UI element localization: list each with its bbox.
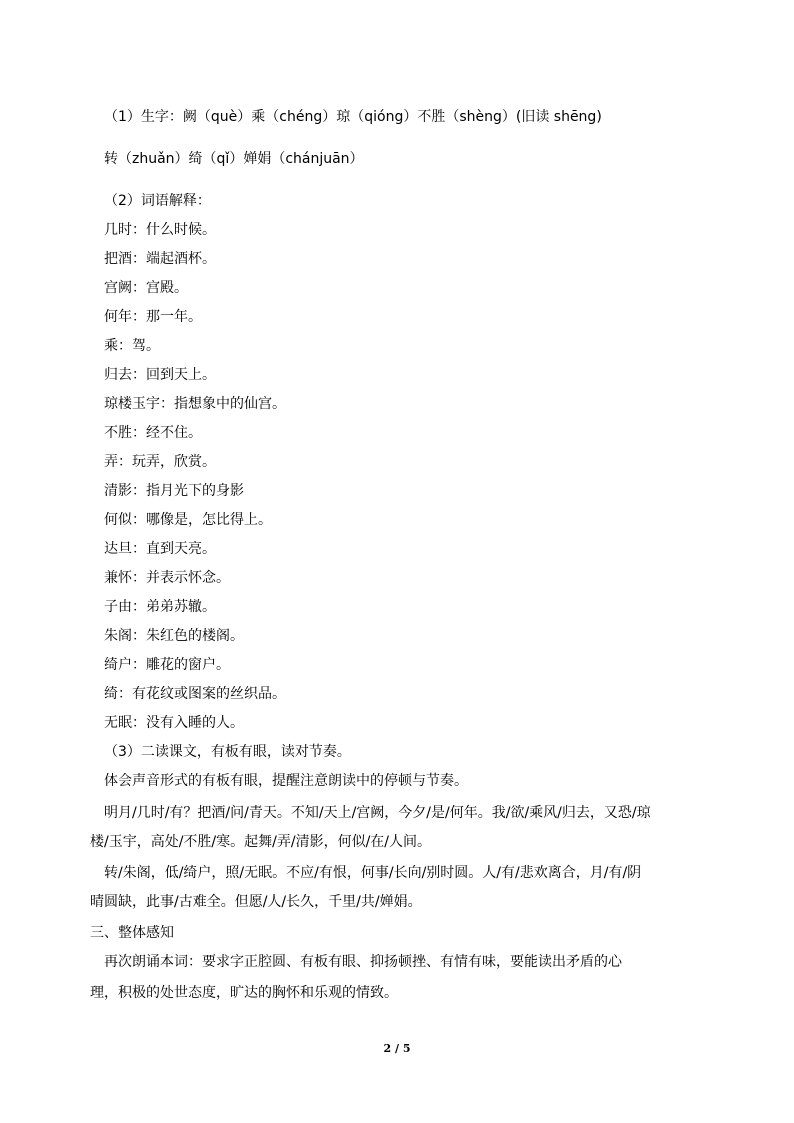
vocab-item: 何似：哪像是，怎比得上。 xyxy=(104,512,272,528)
vocab-item: 何年：那一年。 xyxy=(104,309,202,325)
vocab-item: 绮：有花纹或图案的丝织品。 xyxy=(104,686,286,702)
vocab-item: 琼楼玉宇：指想象中的仙宫。 xyxy=(104,396,286,412)
poem-paragraph-2-line-1: 转/朱阁，低/绮户，照/无眠。不应/有恨，何事/长向/别时圆。人/有/悲欢离合，月/有/阴 xyxy=(104,865,642,881)
vocab-item: 清影：指月光下的身影 xyxy=(104,483,244,499)
vocab-item: 无眠：没有入睡的人。 xyxy=(104,715,244,731)
pronunciation-line-1: （1）生字：阙（què）乘（chéng）琼（qióng）不胜（shèng）(旧读 shēng) xyxy=(104,109,602,125)
vocab-item: 达旦：直到天亮。 xyxy=(104,541,216,557)
vocab-item: 几时：什么时候。 xyxy=(104,222,216,238)
vocab-item: 弄：玩弄，欣赏。 xyxy=(104,454,216,470)
vocab-item: 把酒：端起酒杯。 xyxy=(104,251,216,267)
vocabulary-heading: （2）词语解释： xyxy=(104,193,211,209)
vocab-item: 宫阙：宫殿。 xyxy=(104,280,188,296)
poem-paragraph-2-line-2: 晴圆缺，此事/古难全。但愿/人/长久，千里/共/婵娟。 xyxy=(90,894,422,910)
vocab-item: 子由：弟弟苏辙。 xyxy=(104,599,216,615)
reading-heading: （3）二读课文，有板有眼，读对节奏。 xyxy=(104,744,351,760)
section-text-line-2: 理，积极的处世态度，旷达的胸怀和乐观的情致。 xyxy=(90,985,398,1001)
poem-paragraph-1-line-2: 楼/玉宇，高处/不胜/寒。起舞/弄/清影，何似/在/人间。 xyxy=(90,834,432,850)
vocab-item: 绮户：雕花的窗户。 xyxy=(104,657,230,673)
vocab-item: 兼怀：并表示怀念。 xyxy=(104,570,230,586)
section-heading: 三、整体感知 xyxy=(90,925,174,941)
pronunciation-line-2: 转（zhuǎn）绮（qǐ）婵娟（chánjuān） xyxy=(104,151,364,167)
vocab-item: 不胜：经不住。 xyxy=(104,425,202,441)
vocab-item: 朱阁：朱红色的楼阁。 xyxy=(104,628,244,644)
section-text-line-1: 再次朗诵本词：要求字正腔圆、有板有眼、抑扬顿挫、有情有味，要能读出矛盾的心 xyxy=(104,954,622,970)
vocab-item: 归去：回到天上。 xyxy=(104,367,216,383)
poem-paragraph-1-line-1: 明月/几时/有？把酒/问/青天。不知/天上/宫阙，今夕/是/何年。我/欲/乘风/归去，又恐/琼 xyxy=(104,805,651,821)
page-number: 2 / 5 xyxy=(383,1042,411,1055)
reading-intro: 体会声音形式的有板有眼，提醒注意朗读中的停顿与节奏。 xyxy=(104,773,468,789)
vocab-item: 乘：驾。 xyxy=(104,338,160,354)
